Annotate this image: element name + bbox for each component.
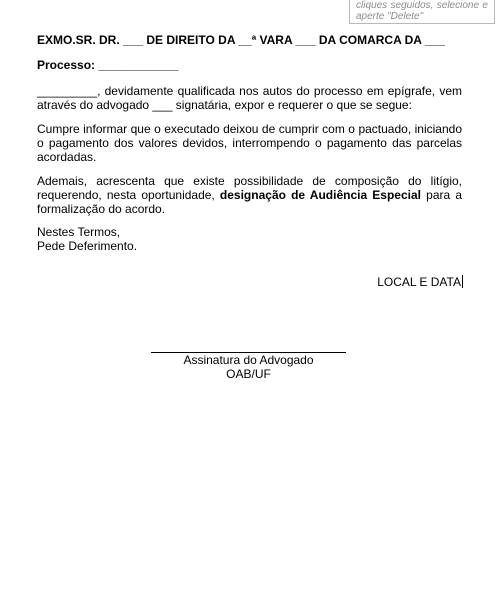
signature-oab: OAB/UF (226, 367, 271, 381)
paragraph-breach[interactable]: Cumpre informar que o executado deixou de cumprir com o pactuado, iniciando o pagamento dos valores devidos, interrompendo o pagamento das parcelas acordadas. (37, 122, 462, 164)
closing-request: Pede Deferimento. (37, 239, 138, 253)
process-number-field[interactable]: Processo: ____________ (37, 58, 179, 72)
paragraph-request-start: Ademais, acrescenta que existe possibilidade de composição do litígio, requerendo, nesta oportunidade, (37, 174, 462, 202)
closing-terms: Nestes Termos, (37, 225, 121, 239)
signature-block[interactable] (151, 340, 346, 381)
special-hearing-emphasis: designação de Audiência Especial (219, 188, 421, 202)
paragraph-introduction[interactable]: _________, devidamente qualificada nos autos do processo em epígrafe, vem através do advogado ___ signatária, expor e requerer o que se segue: (37, 84, 462, 112)
closing-block[interactable] (37, 225, 462, 253)
instruction-tooltip (349, 0, 495, 24)
local-date-text: LOCAL E DATA (377, 275, 461, 289)
local-and-date[interactable] (377, 275, 463, 289)
paragraph-request-end: para a formalização do acordo. (37, 188, 462, 216)
tooltip-line-2: aperte "Delete" (356, 11, 424, 22)
paragraph-request[interactable] (37, 174, 462, 216)
text-cursor (462, 275, 463, 288)
document-heading[interactable]: EXMO.SR. DR. ___ DE DIREITO DA __ª VARA ___ DA COMARCA DA ___ (37, 33, 445, 47)
tooltip-line-1: cliques seguidos, selecione e (356, 0, 488, 11)
signature-name: Assinatura do Advogado (183, 353, 314, 367)
